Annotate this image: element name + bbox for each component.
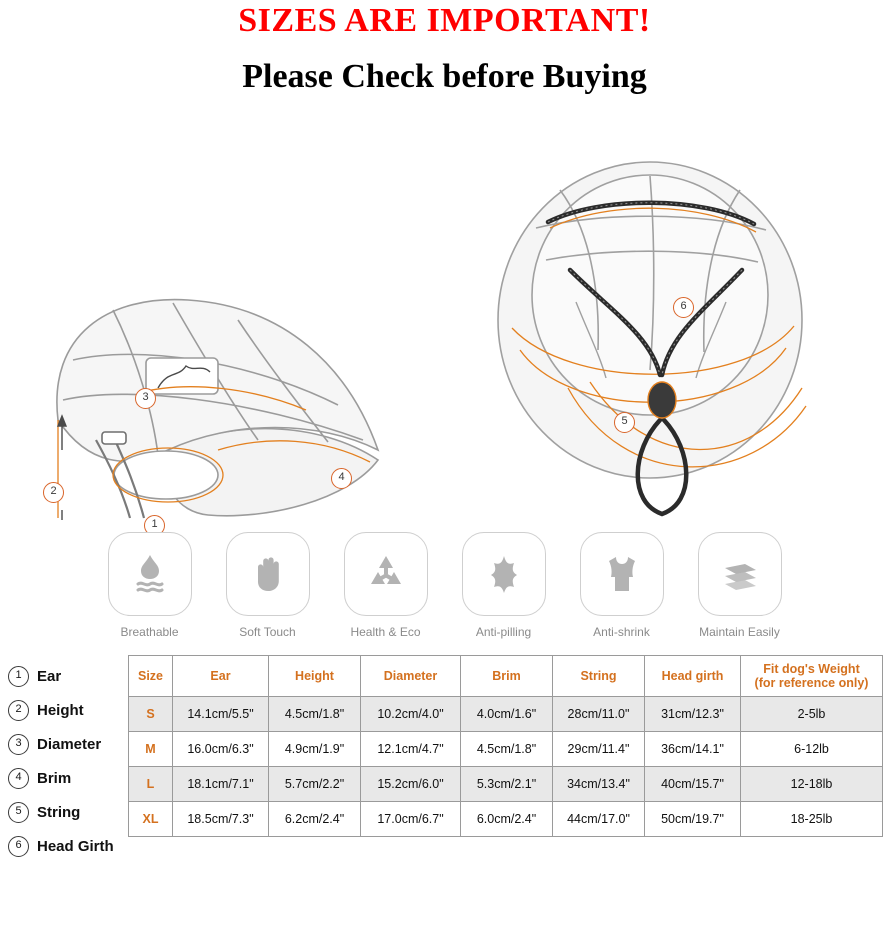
cell-ear: 18.5cm/7.3" <box>173 802 269 837</box>
cell-string: 34cm/13.4" <box>553 767 645 802</box>
cell-weight: 18-25lb <box>741 802 883 837</box>
size-chart-table <box>128 655 883 837</box>
breathable-icon <box>108 532 192 616</box>
cell-height: 4.9cm/1.9" <box>269 732 361 767</box>
legend-label: Diameter <box>37 735 102 753</box>
legend-and-table <box>0 655 889 863</box>
feature-label: Soft Touch <box>239 625 296 639</box>
callout-3: 3 <box>135 388 156 409</box>
cell-brim: 6.0cm/2.4" <box>461 802 553 837</box>
cell-diameter: 15.2cm/6.0" <box>361 767 461 802</box>
recycle-icon <box>344 532 428 616</box>
col-header-ear: Ear <box>173 656 269 697</box>
cell-ear: 18.1cm/7.1" <box>173 767 269 802</box>
cell-ear: 14.1cm/5.5" <box>173 697 269 732</box>
cap-side-view-svg <box>18 120 418 520</box>
callout-2: 2 <box>43 482 64 503</box>
feature-anti-pilling <box>456 532 552 639</box>
page-subheadline: Please Check before Buying <box>242 58 647 95</box>
cell-head-girth: 36cm/14.1" <box>645 732 741 767</box>
table-header-row <box>129 656 883 697</box>
legend-number: 2 <box>8 700 29 721</box>
legend-number: 3 <box>8 734 29 755</box>
col-header-diameter: Diameter <box>361 656 461 697</box>
feature-label: Health & Eco <box>350 625 421 639</box>
col-header-height: Height <box>269 656 361 697</box>
feature-label: Anti-shrink <box>593 625 650 639</box>
cell-string: 28cm/11.0" <box>553 697 645 732</box>
legend-item-diameter <box>8 727 128 761</box>
shirt-icon <box>580 532 664 616</box>
cell-size: M <box>129 732 173 767</box>
cell-size: L <box>129 767 173 802</box>
callout-5: 5 <box>614 412 635 433</box>
hand-icon <box>226 532 310 616</box>
callout-4: 4 <box>331 468 352 489</box>
cell-weight: 12-18lb <box>741 767 883 802</box>
legend-item-height <box>8 693 128 727</box>
cell-height: 5.7cm/2.2" <box>269 767 361 802</box>
col-header-weight <box>741 656 883 697</box>
cell-diameter: 10.2cm/4.0" <box>361 697 461 732</box>
callout-1: 1 <box>144 515 165 536</box>
legend-number: 4 <box>8 768 29 789</box>
layers-icon <box>698 532 782 616</box>
table-row <box>129 732 883 767</box>
legend-label: String <box>37 803 81 821</box>
legend-label: Brim <box>37 769 72 787</box>
cell-head-girth: 31cm/12.3" <box>645 697 741 732</box>
cell-height: 4.5cm/1.8" <box>269 697 361 732</box>
cell-ear: 16.0cm/6.3" <box>173 732 269 767</box>
cell-string: 29cm/11.4" <box>553 732 645 767</box>
feature-label: Anti-pilling <box>475 625 532 639</box>
cell-height: 6.2cm/2.4" <box>269 802 361 837</box>
legend-item-head-girth <box>8 829 128 863</box>
callout-6: 6 <box>673 297 694 318</box>
cell-brim: 4.0cm/1.6" <box>461 697 553 732</box>
legend-label: Ear <box>37 667 62 685</box>
cell-diameter: 12.1cm/4.7" <box>361 732 461 767</box>
col-header-weight-line1: Fit dog's Weight <box>763 661 860 676</box>
legend-number: 5 <box>8 802 29 823</box>
col-header-weight-line2: (for reference only) <box>754 676 869 690</box>
cell-diameter: 17.0cm/6.7" <box>361 802 461 837</box>
table-row <box>129 802 883 837</box>
feature-anti-shrink <box>574 532 670 639</box>
feature-icons-row <box>0 532 889 639</box>
cell-weight: 6-12lb <box>741 732 883 767</box>
legend-label: Height <box>37 701 84 719</box>
table-row <box>129 767 883 802</box>
legend-label: Head Girth <box>37 837 114 855</box>
cap-inside-view-svg <box>450 120 850 520</box>
page-headline: SIZES ARE IMPORTANT! <box>238 2 651 39</box>
feature-health-eco <box>338 532 434 639</box>
product-diagrams <box>0 120 889 530</box>
cell-head-girth: 50cm/19.7" <box>645 802 741 837</box>
col-header-string: String <box>553 656 645 697</box>
feature-breathable <box>102 532 198 639</box>
cell-head-girth: 40cm/15.7" <box>645 767 741 802</box>
col-header-size: Size <box>129 656 173 697</box>
legend-item-ear <box>8 659 128 693</box>
feature-maintain-easily <box>692 532 788 639</box>
legend-number: 6 <box>8 836 29 857</box>
cell-size: XL <box>129 802 173 837</box>
feature-label: Breathable <box>120 625 179 639</box>
feature-label: Maintain Easily <box>699 625 780 639</box>
cell-string: 44cm/17.0" <box>553 802 645 837</box>
table-row <box>129 697 883 732</box>
col-header-head-girth: Head girth <box>645 656 741 697</box>
cell-weight: 2-5lb <box>741 697 883 732</box>
legend-number: 1 <box>8 666 29 687</box>
cap-inside-view-illustration <box>450 120 850 525</box>
legend-item-brim <box>8 761 128 795</box>
measurement-legend <box>0 655 128 863</box>
cell-brim: 4.5cm/1.8" <box>461 732 553 767</box>
feature-soft-touch <box>220 532 316 639</box>
cell-brim: 5.3cm/2.1" <box>461 767 553 802</box>
cell-size: S <box>129 697 173 732</box>
anti-pilling-icon <box>462 532 546 616</box>
cap-side-view-illustration <box>18 120 418 530</box>
col-header-brim: Brim <box>461 656 553 697</box>
legend-item-string <box>8 795 128 829</box>
